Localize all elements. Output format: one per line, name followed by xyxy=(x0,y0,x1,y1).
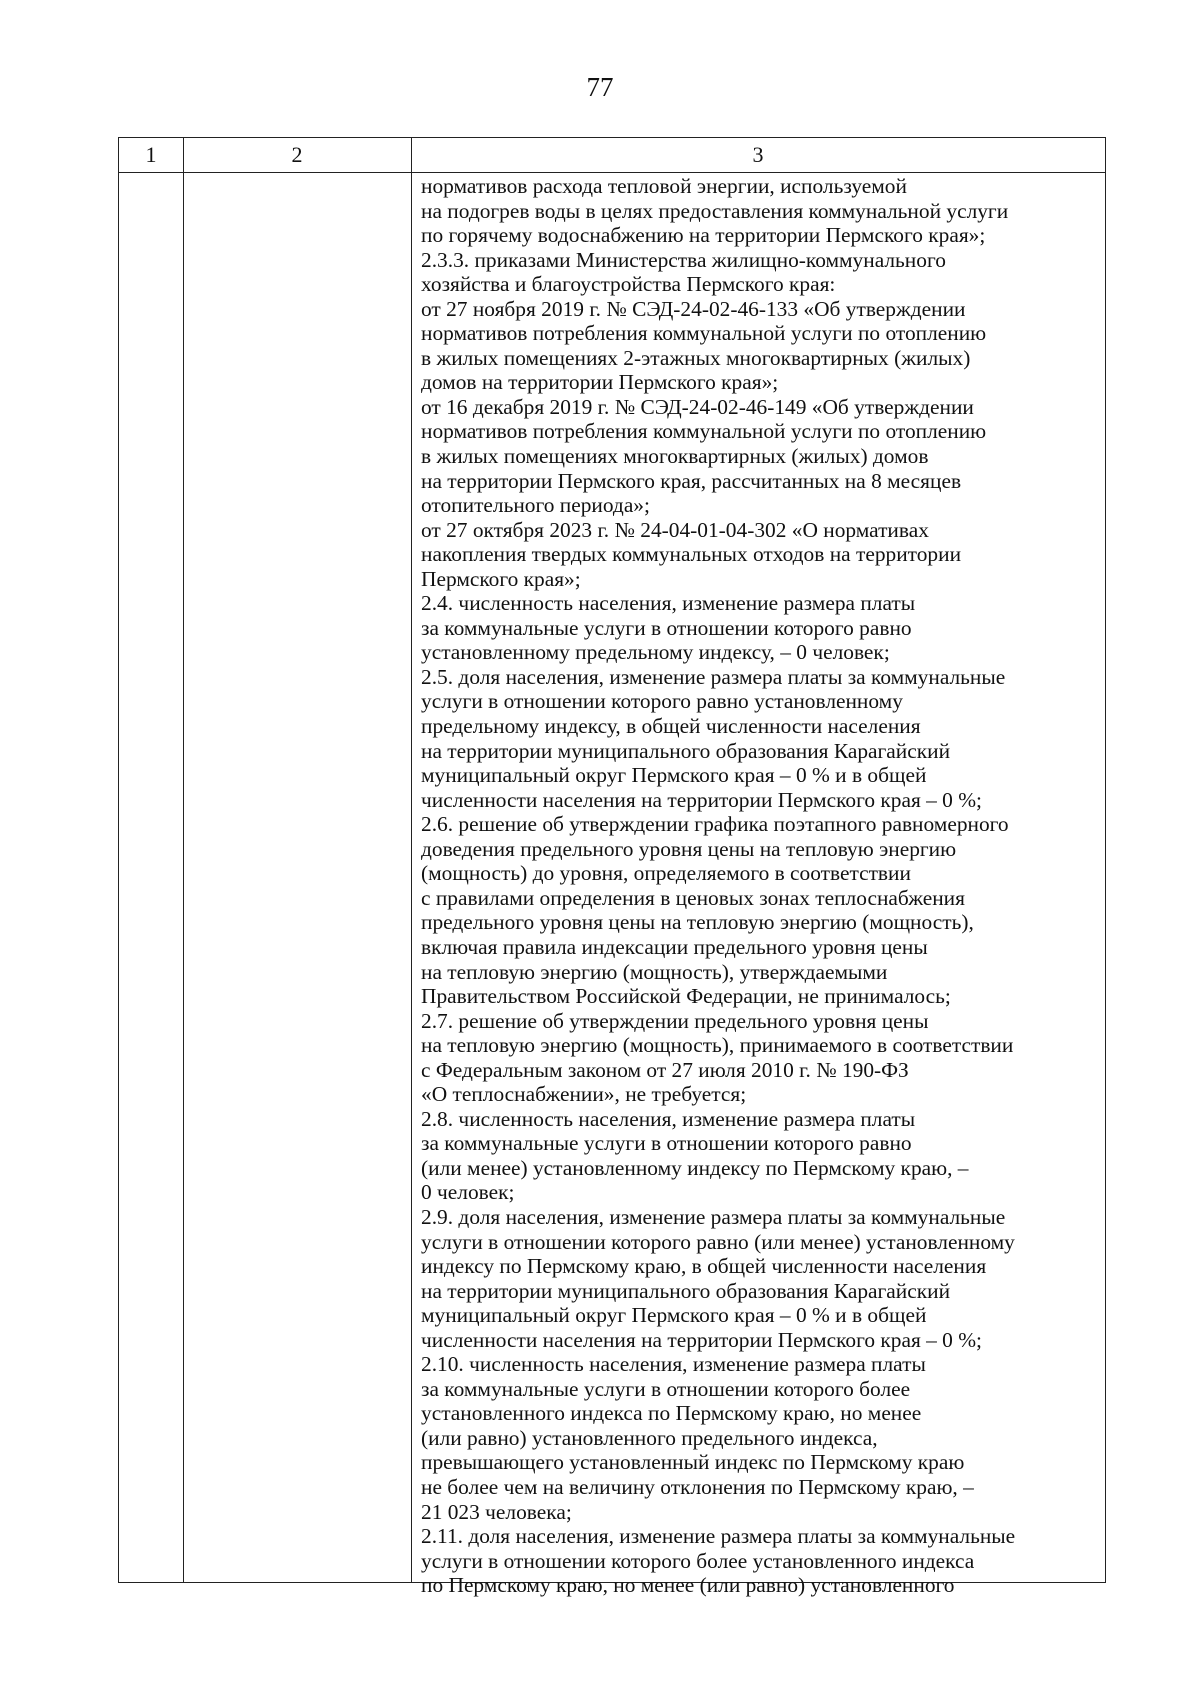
text-line: численности населения на территории Пермского края – 0 %; xyxy=(421,1327,982,1352)
column-header-1: 1 xyxy=(145,142,157,167)
text-line: 2.4. численность населения, изменение размера платы xyxy=(421,591,916,616)
text-line: накопления твердых коммунальных отходов на территории xyxy=(421,542,962,567)
text-line: на территории муниципального образования Карагайский xyxy=(421,1278,951,1303)
text-line: превышающего установленный индекс по Пермскому краю xyxy=(421,1450,965,1475)
text-line: муниципальный округ Пермского края – 0 % и в общей xyxy=(421,1303,927,1328)
text-line: на тепловую энергию (мощность), утверждаемыми xyxy=(421,959,888,984)
text-line: за коммунальные услуги в отношении которого равно xyxy=(421,615,912,640)
text-line: предельному индексу, в общей численности населения xyxy=(421,714,921,739)
column-header-2: 2 xyxy=(291,142,303,167)
text-line: не более чем на величину отклонения по Пермскому краю, – xyxy=(421,1474,974,1499)
text-line: хозяйства и благоустройства Пермского края: xyxy=(421,272,836,297)
text-line: с Федеральным законом от 27 июля 2010 г. № 190-ФЗ xyxy=(421,1057,909,1082)
text-line: нормативов потребления коммунальной услуги по отоплению xyxy=(421,321,987,346)
text-line: 2.5. доля населения, изменение размера платы за коммунальные xyxy=(421,664,1006,689)
column-3-content xyxy=(421,174,1105,1598)
text-line: (или равно) установленного предельного индекса, xyxy=(421,1425,878,1450)
text-line: отопительного периода»; xyxy=(421,493,650,518)
text-line: 21 023 человека; xyxy=(421,1499,572,1524)
page-number: 77 xyxy=(586,72,614,102)
text-line: от 27 октября 2023 г. № 24-04-01-04-302 «О нормативах xyxy=(421,517,929,542)
text-line: в жилых помещениях многоквартирных (жилых) домов xyxy=(421,444,929,469)
text-line: нормативов потребления коммунальной услуги по отоплению xyxy=(421,419,987,444)
text-line: установленного индекса по Пермскому краю, но менее xyxy=(421,1401,922,1426)
text-line: предельного уровня цены на тепловую энергию (мощность), xyxy=(421,910,974,935)
text-line: 2.10. численность населения, изменение размера платы xyxy=(421,1352,926,1377)
text-line: на тепловую энергию (мощность), принимаемого в соответствии xyxy=(421,1033,1014,1058)
column-header-3: 3 xyxy=(752,142,764,167)
text-line: 2.6. решение об утверждении графика поэтапного равномерного xyxy=(421,812,1009,837)
text-line: в жилых помещениях 2-этажных многоквартирных (жилых) xyxy=(421,345,971,370)
column-divider-2 xyxy=(411,138,412,1582)
header-divider xyxy=(119,172,1105,173)
text-line: от 16 декабря 2019 г. № СЭД-24-02-46-149 «Об утверждении xyxy=(421,394,974,419)
document-table xyxy=(118,137,1106,1598)
text-line: на подогрев воды в целях предоставления коммунальной услуги xyxy=(421,198,1009,223)
text-line: на территории муниципального образования Карагайский xyxy=(421,738,951,763)
text-line: 2.9. доля населения, изменение размера платы за коммунальные xyxy=(421,1204,1006,1229)
text-line: 2.7. решение об утверждении предельного уровня цены xyxy=(421,1008,929,1033)
text-line: доведения предельного уровня цены на тепловую энергию xyxy=(421,836,957,861)
text-line: нормативов расхода тепловой энергии, используемой xyxy=(421,174,907,198)
text-line: индексу по Пермскому краю, в общей численности населения xyxy=(421,1254,987,1279)
text-line: численности населения на территории Пермского края – 0 %; xyxy=(421,787,982,812)
text-line: муниципальный округ Пермского края – 0 % и в общей xyxy=(421,763,927,788)
text-line: включая правила индексации предельного уровня цены xyxy=(421,934,928,959)
text-line: услуги в отношении которого равно (или менее) установленному xyxy=(421,1229,1015,1254)
text-line: по горячему водоснабжению на территории Пермского края»; xyxy=(421,223,986,248)
column-divider-1 xyxy=(183,138,184,1582)
text-line: услуги в отношении которого более установленного индекса xyxy=(421,1548,975,1573)
text-line: 2.11. доля населения, изменение размера платы за коммунальные xyxy=(421,1524,1016,1549)
text-line: за коммунальные услуги в отношении которого более xyxy=(421,1376,911,1401)
text-line: от 27 ноября 2019 г. № СЭД-24-02-46-133 «Об утверждении xyxy=(421,296,966,321)
text-line: 0 человек; xyxy=(421,1180,515,1205)
text-line: (или менее) установленному индексу по Пермскому краю, – xyxy=(421,1155,969,1180)
text-line: Пермского края»; xyxy=(421,566,581,591)
text-line: с правилами определения в ценовых зонах теплоснабжения xyxy=(421,885,965,910)
text-line: домов на территории Пермского края»; xyxy=(421,370,779,395)
text-line: «О теплоснабжении», не требуется; xyxy=(421,1082,747,1107)
text-line: Правительством Российской Федерации, не принималось; xyxy=(421,984,951,1009)
text-line: установленному предельному индексу, – 0 человек; xyxy=(421,640,890,665)
text-line: услуги в отношении которого равно установленному xyxy=(421,689,903,714)
text-line: за коммунальные услуги в отношении которого равно xyxy=(421,1131,912,1156)
text-line: на территории Пермского края, рассчитанных на 8 месяцев xyxy=(421,468,962,493)
text-line: по Пермскому краю, но менее (или равно) установленного xyxy=(421,1573,955,1598)
text-line: 2.3.3. приказами Министерства жилищно-коммунального xyxy=(421,247,946,272)
text-line: 2.8. численность населения, изменение размера платы xyxy=(421,1106,916,1131)
text-line: (мощность) до уровня, определяемого в соответствии xyxy=(421,861,911,886)
